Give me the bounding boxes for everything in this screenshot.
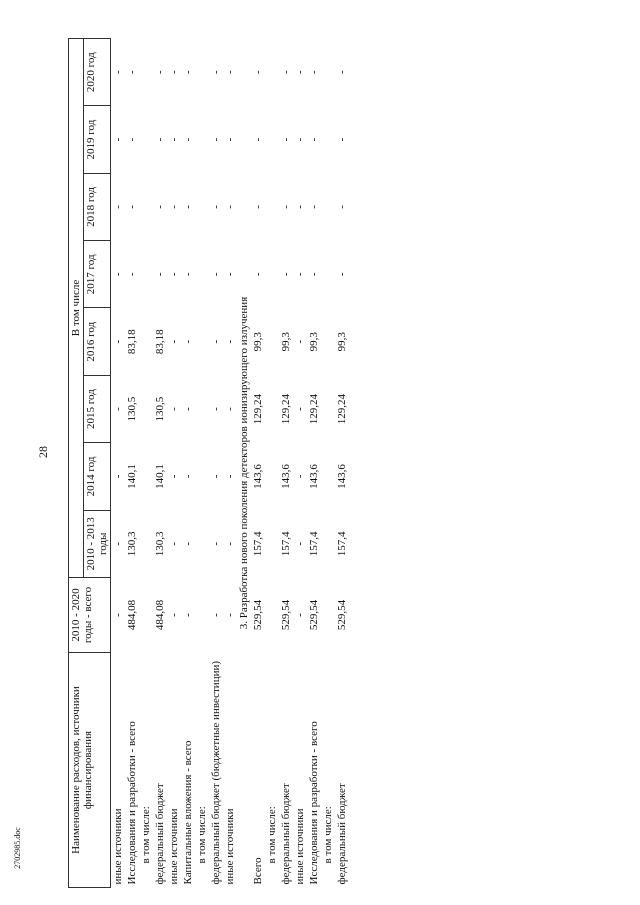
header-year: 2020 год [84,39,111,106]
cell-value [195,106,209,173]
cell-value [265,443,279,510]
cell-value: - [224,70,236,75]
cell-value: 157,4 [280,531,292,557]
table-row [125,39,139,888]
header-year: 2014 год [84,443,111,510]
row-label: в том числе: [322,806,334,864]
cell-total: - [168,613,180,617]
cell-value: - [224,137,236,142]
cell-value: - [294,474,306,479]
cell-value: - [210,272,222,277]
cell-value [139,443,153,510]
cell-value: 143,6 [252,464,264,489]
table-row [167,39,181,888]
table-row [293,39,307,888]
table-row [195,39,209,888]
cell-value: - [168,541,180,546]
header-name: Наименование расходов, источники финансирования [69,653,111,888]
row-label: в том числе: [196,806,208,864]
cell-value: - [112,407,124,411]
cell-value: - [252,70,264,75]
cell-value [139,510,153,577]
cell-value: - [126,205,138,209]
row-label: в том числе: [140,806,152,864]
cell-total [139,578,153,653]
cell-value: - [224,474,236,479]
cell-value: - [224,272,236,277]
table-row [251,39,265,888]
cell-value [321,375,335,442]
cell-value [321,106,335,173]
cell-value: - [168,272,180,277]
rotated-table-wrapper [68,38,348,888]
cell-value: 129,24 [280,393,292,425]
header-including: В том числе [69,39,84,578]
header-year: 2018 год [84,173,111,240]
cell-value: - [308,70,320,75]
cell-value: - [112,205,124,209]
cell-value: 83,18 [126,329,138,355]
section-row [237,39,251,888]
cell-value [265,39,279,106]
section-title: 3. Разработка нового поколения детекторов ионизирующего излучения [238,296,250,630]
cell-value: - [168,474,180,479]
cell-value: - [168,407,180,411]
row-label: иные источники [294,808,306,885]
cell-value: - [182,541,194,546]
cell-total: 529,54 [280,599,292,631]
page-number: 28 [36,446,50,458]
cell-value: 157,4 [308,531,320,557]
cell-value: - [126,137,138,142]
cell-value: - [210,205,222,209]
header-year: 2016 год [84,308,111,375]
budget-table [68,38,349,888]
cell-value [195,443,209,510]
cell-value: - [112,339,124,344]
cell-value [321,173,335,240]
row-label: Капитальные вложения - всего [182,740,194,885]
cell-value: - [224,407,236,411]
cell-total: 529,54 [252,599,264,631]
table-body [111,39,350,888]
header-year: 2019 год [84,106,111,173]
cell-total: - [294,613,306,617]
cell-total: - [224,613,236,617]
cell-value: - [280,205,292,209]
cell-value: - [210,339,222,344]
cell-value: - [112,474,124,479]
cell-total: 484,08 [126,599,138,631]
cell-value [321,241,335,308]
cell-value: 157,4 [336,531,348,557]
cell-total [265,578,279,653]
cell-value: - [210,474,222,479]
cell-value: - [294,407,306,411]
cell-value: - [154,70,166,75]
cell-value: - [280,272,292,277]
header-year: 2010 - 2013 годы [84,510,111,577]
table-row [153,39,167,888]
table-row [279,39,293,888]
cell-value [321,39,335,106]
cell-value: 143,6 [280,464,292,489]
cell-value: 140,1 [154,464,166,489]
cell-total: - [210,613,222,617]
cell-total: 484,08 [154,599,166,631]
cell-value: - [336,205,348,209]
cell-value [195,308,209,375]
table-row [181,39,195,888]
cell-total: - [182,613,194,617]
table-row [335,39,349,888]
cell-value: - [294,541,306,546]
row-label: федеральный бюджет (бюджетные инвестиции) [210,660,222,885]
cell-value [139,173,153,240]
header-year: 2015 год [84,375,111,442]
cell-value: 143,6 [336,464,348,489]
cell-value: - [308,205,320,209]
footer-file-code: 2702985.doc [13,827,22,869]
cell-value: - [210,137,222,142]
cell-value: - [154,205,166,209]
table-header [69,39,111,888]
cell-value: - [224,205,236,209]
cell-value [265,241,279,308]
cell-value [195,39,209,106]
cell-value: - [210,407,222,411]
cell-total: 529,54 [336,599,348,631]
cell-value: - [336,70,348,75]
cell-value: 99,3 [308,332,320,352]
cell-total: - [112,613,124,617]
table-row [209,39,223,888]
row-label: в том числе: [266,806,278,864]
cell-value: 140,1 [126,464,138,489]
cell-value: - [252,272,264,277]
cell-value: - [308,137,320,142]
cell-value: - [210,541,222,546]
cell-value: 130,5 [126,396,138,422]
table-row [111,39,126,888]
cell-value: - [294,70,306,75]
cell-value: - [252,137,264,142]
cell-value: 130,5 [154,396,166,422]
cell-value: 157,4 [252,531,264,557]
cell-value: - [182,272,194,277]
cell-value: - [224,339,236,344]
cell-value: - [182,205,194,209]
cell-value [265,308,279,375]
cell-value: - [168,205,180,209]
cell-value: 130,3 [126,531,138,557]
cell-value: - [168,339,180,344]
cell-value: 99,3 [252,332,264,352]
cell-value: 99,3 [280,332,292,352]
cell-value: 83,18 [154,329,166,355]
cell-value: - [112,541,124,546]
header-total: 2010 - 2020 годы - всего [69,578,111,653]
cell-value [321,443,335,510]
cell-value: 129,24 [336,393,348,425]
cell-value: - [112,137,124,142]
cell-value [265,510,279,577]
row-label: иные источники [112,808,124,885]
cell-total: 529,54 [308,599,320,631]
cell-value: - [182,137,194,142]
cell-value: - [294,205,306,209]
cell-value [139,241,153,308]
row-label: федеральный бюджет [280,783,292,885]
row-label: Исследования и разработки - всего [126,721,138,885]
table-row [265,39,279,888]
cell-value: - [224,541,236,546]
cell-value [139,375,153,442]
cell-value: - [168,137,180,142]
cell-value: 143,6 [308,464,320,489]
cell-value: - [182,339,194,344]
cell-value: 129,24 [308,393,320,425]
cell-value: - [294,339,306,344]
cell-value [195,173,209,240]
cell-value: 130,3 [154,531,166,557]
cell-value: - [336,272,348,277]
cell-value: - [126,70,138,75]
row-label: Исследования и разработки - всего [308,721,320,885]
table-row [307,39,321,888]
row-label: федеральный бюджет [154,783,166,885]
row-label: федеральный бюджет [336,783,348,885]
cell-value: - [336,137,348,142]
cell-value [321,510,335,577]
cell-total [321,578,335,653]
cell-value: 99,3 [336,332,348,352]
cell-value: - [210,70,222,75]
table-row [321,39,335,888]
cell-value: - [168,70,180,75]
cell-value: - [182,70,194,75]
cell-value [265,106,279,173]
cell-value: - [126,272,138,277]
cell-value: - [112,70,124,75]
cell-value: - [294,272,306,277]
cell-value: - [308,272,320,277]
cell-value: - [182,407,194,411]
row-label: Всего [252,857,264,885]
cell-total [195,578,209,653]
cell-value [139,39,153,106]
cell-value: 129,24 [252,393,264,425]
table-row [139,39,153,888]
cell-value: - [182,474,194,479]
table-row [223,39,237,888]
cell-value [195,241,209,308]
cell-value [139,106,153,173]
cell-value: - [294,137,306,142]
cell-value [195,510,209,577]
cell-value: - [154,137,166,142]
cell-value [321,308,335,375]
cell-value: - [154,272,166,277]
cell-value: - [280,70,292,75]
cell-value [139,308,153,375]
cell-value: - [280,137,292,142]
cell-value [265,375,279,442]
cell-value [195,375,209,442]
header-year: 2017 год [84,241,111,308]
cell-value: - [112,272,124,277]
cell-value [265,173,279,240]
cell-value: - [252,205,264,209]
row-label: иные источники [224,808,236,885]
row-label: иные источники [168,808,180,885]
